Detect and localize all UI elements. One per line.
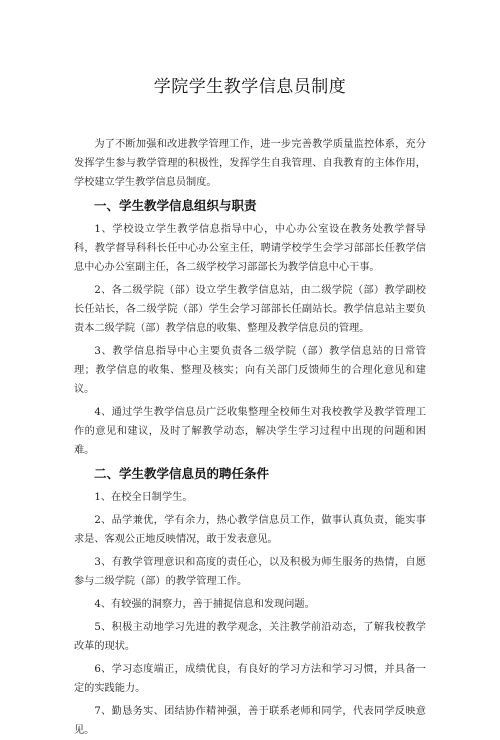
section-organization — [74, 196, 426, 460]
section-paragraph: 1、在校全日制学生。 — [94, 492, 193, 503]
section-paragraph: 2、品学兼优，学有余力，热心教学信息员工作，做事认真负责，能实事求是、客观公正地反映情况，敢于发表意见。 — [74, 515, 426, 545]
section-paragraph: 3、教学信息指导中心主要负责各二级学院（部）教学信息站的日常管理；教学信息的收集、整理及核实；向有关部门反馈师生的合理化意见和建议。 — [74, 346, 426, 395]
section-heading: 二、学生教学信息员的聘任条件 — [94, 466, 270, 481]
intro-paragraph: 为了不断加强和改进教学管理工作，进一步完善教学质量监控体系，充分发挥学生参与教学管理的积极性，发挥学生自我管理、自我教育的主体作用，学校建立学生教学信息员制度。 — [74, 139, 426, 188]
section-paragraph: 6、学习态度端正，成绩优良，有良好的学习方法和学习习惯，并具备一定的实践能力。 — [74, 664, 426, 694]
section-paragraph: 3、有教学管理意识和高度的责任心，以及积极为师生服务的热情，自愿参与二级学院（部）的教学管理工作。 — [74, 557, 426, 587]
section-paragraph: 7、勤恳务实、团结协作精神强，善于联系老师和同学，代表同学反映意见。 — [74, 706, 426, 736]
section-heading: 一、学生教学信息组织与职责 — [94, 198, 257, 213]
section-paragraph: 5、积极主动地学习先进的教学观念，关注教学前沿动态，了解我校教学改革的现状。 — [74, 622, 426, 652]
section-paragraph: 4、通过学生教学信息员广泛收集整理全校师生对我校教学及教学管理工作的意见和建议，及时了解教学动态，解决学生学习过程中出现的问题和困难。 — [74, 407, 426, 456]
section-paragraph: 2、各二级学院（部）设立学生教学信息站，由二级学院（部）教学副校长任站长，各二级学院（部）学生会学习部部长任副站长。教学信息站主要负责本二级学院（部）教学信息的收集、整理及教学信息员的管理。 — [74, 285, 426, 334]
section-paragraph: 1、学校设立学生教学信息指导中心，中心办公室设在教务处教学督导科，教学督导科科长任中心办公室主任，聘请学校学生会学习部部长任教学信息中心办公室副主任，各二级学校学习部部长为教学信息中心干事。 — [74, 224, 426, 273]
section-paragraph: 4、有较强的洞察力，善于捕捉信息和发现问题。 — [94, 599, 315, 610]
document-title: 学院学生教学信息员制度 — [153, 77, 347, 97]
section-conditions — [74, 464, 426, 740]
